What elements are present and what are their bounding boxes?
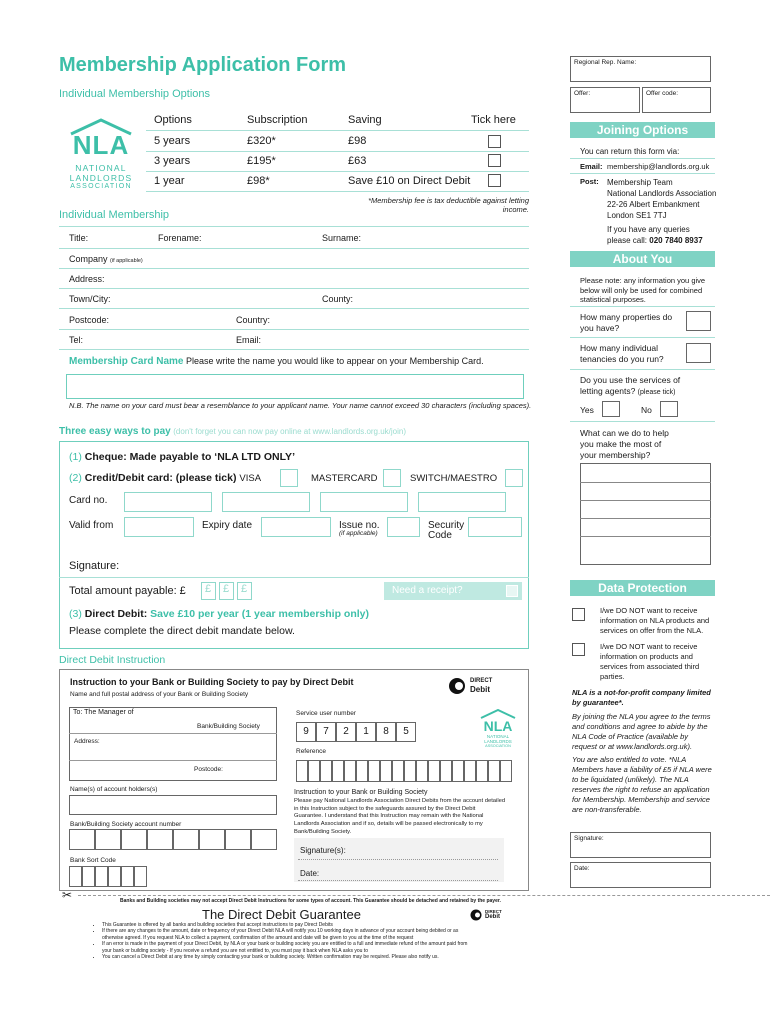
offer-code-label: Offer code:	[646, 90, 679, 97]
sidebar-post-label: Post:	[580, 177, 599, 186]
valid-from-label: Valid from	[69, 520, 114, 531]
account-number-digit[interactable]	[147, 829, 173, 850]
mastercard-label: MASTERCARD	[311, 473, 378, 484]
security-label-2: Code	[428, 530, 452, 541]
detach-note: Banks and Building societies may not accept Direct Debit Instructions for some types of account. This Guarantee should be detached and retained by the payer.	[120, 898, 501, 904]
mandate-date-label[interactable]: Date:	[300, 869, 320, 878]
account-number-digit[interactable]	[173, 829, 199, 850]
card-label: Credit/Debit card: (please tick)	[84, 472, 237, 484]
sort-code-digit[interactable]	[121, 866, 134, 887]
col-options: Options	[154, 114, 192, 126]
fee-footnote: *Membership fee is tax deductible against letting income.	[368, 196, 529, 214]
sort-code-label: Bank Sort Code	[70, 857, 116, 864]
about-note: Please note: any information you give below will only be used for combined statistical purposes.	[580, 276, 706, 304]
address-label: Address:	[69, 274, 105, 284]
card-name-heading: Membership Card Name	[69, 356, 184, 367]
reference-digit[interactable]	[476, 760, 488, 782]
reference-digit[interactable]	[296, 760, 308, 782]
agents-yes-label: Yes	[580, 405, 594, 415]
account-number-digit[interactable]	[225, 829, 251, 850]
signature-label: Signature:	[69, 560, 120, 572]
guarantee-dd-logo	[470, 908, 510, 924]
agents-question: Do you use the services of letting agents?	[580, 375, 681, 396]
guarantee-item: • This Guarantee is offered by all banks and building societies that accept instructions to pay Direct Debits	[102, 922, 472, 928]
reference-digit[interactable]	[428, 760, 440, 782]
post-line: 22-26 Albert Embankment	[607, 200, 700, 209]
guarantee-item: • If an error is made in the payment of your Direct Debit, by NLA or your bank or building society you are entitled to a full and immediate refund of the amount paid from your bank or building society - If you receive a refund you are not entitled to, you must pay it back when NLA asks you to	[102, 941, 472, 954]
mandate-address-label: Address:	[74, 738, 100, 745]
sun-digit: 5	[396, 722, 416, 742]
card-no-label: Card no.	[69, 495, 108, 506]
tick-1yr-checkbox[interactable]	[488, 174, 501, 187]
sun-digit: 8	[376, 722, 396, 742]
post-line: London SE1 7TJ	[607, 211, 667, 220]
total-pound-3[interactable]: £	[237, 582, 252, 600]
issue-note: (if applicable)	[339, 530, 378, 537]
instr-text: Please pay National Landlords Association Direct Debits from the account detailed in this Instruction subject to the safeguards assured by the Direct Debit Guarantee. I understand that this Instruction may remain with the National Landlords Association and if so, details will be passed electronically to my Bank/Building Society.	[294, 798, 506, 835]
mandate-logo-line2: LANDLORDS	[484, 739, 512, 744]
dp-third-party-text: I/we DO NOT want to receive information on products and services from associated third parties.	[600, 642, 700, 681]
forename-label: Forename:	[158, 233, 202, 243]
nfp-text: NLA is a not-for-profit company limited by guarantee*.	[572, 688, 711, 707]
return-via: You can return this form via:	[580, 147, 680, 156]
vote-text: You are also entitled to vote. *NLA Members have a liability of £5 if NLA were to be liquidated (unlikely). The NLA reserves the right to refuse an application for Membership. Membership and service are non-transferable.	[572, 755, 712, 814]
sub-3yr: £195*	[247, 155, 276, 167]
reference-digit[interactable]	[368, 760, 380, 782]
surname-label: Surname:	[322, 233, 362, 243]
col-saving: Saving	[348, 114, 382, 126]
guarantee-logo-text1: DIRECT	[485, 909, 502, 914]
sidebar-signature-label: Signature:	[574, 835, 604, 842]
county-label: County:	[322, 294, 354, 304]
bank-soc-label: Bank/Building Society	[197, 723, 260, 730]
card-number-group-1[interactable]	[124, 492, 212, 512]
signature-date-panel	[294, 838, 504, 882]
three-ways-heading: Three easy ways to pay	[59, 426, 171, 437]
agents-note: (please tick)	[637, 389, 676, 396]
reference-digit[interactable]	[452, 760, 464, 782]
pay-online-note: (don't forget you can now pay online at www.landlords.org.uk/join)	[173, 427, 407, 436]
about-you-header: About You	[570, 251, 715, 267]
card-number-group-3[interactable]	[320, 492, 408, 512]
saving-1yr: Save £10 on Direct Debit	[348, 175, 471, 187]
tick-5yr-checkbox[interactable]	[488, 135, 501, 148]
saving-3yr: £63	[348, 155, 367, 167]
mandate-logo-text: NLA	[483, 718, 513, 734]
properties-question: How many properties do you have?	[580, 312, 673, 333]
reference-digit[interactable]	[416, 760, 428, 782]
phone-number[interactable]: 020 7840 8937	[649, 236, 703, 245]
holders-input[interactable]	[69, 795, 277, 815]
dp-third-party-checkbox[interactable]	[572, 643, 585, 656]
agents-no-checkbox[interactable]	[660, 401, 678, 417]
sub-5yr: £320*	[247, 135, 276, 147]
valid-from-input[interactable]	[124, 517, 194, 537]
guarantee-title: The Direct Debit Guarantee	[202, 907, 361, 922]
mastercard-checkbox[interactable]	[383, 469, 401, 487]
option-3yr: 3 years	[154, 155, 191, 167]
sort-code-digit[interactable]	[108, 866, 121, 887]
cheque-num: (1)	[69, 451, 82, 463]
reference-digit[interactable]	[488, 760, 500, 782]
mandate-nla-logo	[478, 709, 518, 748]
col-subscription: Subscription	[247, 114, 308, 126]
to-manager-label: To: The Manager of	[73, 709, 134, 716]
receipt-toggle[interactable]	[384, 582, 522, 600]
tenancies-question: How many individual tenancies do you run?	[580, 343, 664, 364]
card-name-instruction: Please write the name you would like to appear on your Membership Card.	[186, 356, 484, 366]
expiry-input[interactable]	[261, 517, 331, 537]
mandate-postcode-label: Postcode:	[194, 766, 223, 773]
total-label: Total amount payable: £	[69, 585, 186, 597]
dp-nla-text: I/we DO NOT want to receive information on NLA products and services on offer from the NLA.	[600, 606, 710, 635]
tick-3yr-checkbox[interactable]	[488, 154, 501, 167]
nla-logo	[66, 118, 136, 190]
reference-digit[interactable]	[320, 760, 332, 782]
company-label: Company	[69, 254, 108, 264]
offer-label: Offer:	[574, 90, 591, 97]
card-number-group-2[interactable]	[222, 492, 310, 512]
help-input[interactable]	[580, 463, 711, 565]
dd-instruction-title: Direct Debit Instruction	[59, 654, 166, 666]
account-number-digit[interactable]	[121, 829, 147, 850]
col-tick: Tick here	[471, 114, 516, 126]
postcode-label: Postcode:	[69, 315, 110, 325]
sun-label: Service user number	[296, 710, 356, 717]
sub-1yr: £98*	[247, 175, 270, 187]
holders-label: Name(s) of account holders(s)	[70, 786, 158, 793]
guarantee-list	[92, 922, 472, 960]
dd-logo-text1: DIRECT	[470, 678, 493, 684]
properties-input[interactable]	[686, 311, 711, 331]
guarantee-logo-text2: Debit	[485, 914, 500, 920]
sort-code-digit[interactable]	[95, 866, 108, 887]
agents-no-label: No	[641, 405, 652, 415]
visa-label: VISA	[239, 473, 262, 484]
dd-num: (3)	[69, 608, 82, 620]
sort-code-digit[interactable]	[134, 866, 147, 887]
account-number-digit[interactable]	[69, 829, 95, 850]
country-label: Country:	[236, 315, 271, 325]
reference-digit[interactable]	[356, 760, 368, 782]
sun-digit: 1	[356, 722, 376, 742]
issue-no-input[interactable]	[387, 517, 420, 537]
code-text: By joining the NLA you agree to the terms and conditions and agree to abide by the NLA Code of Practice (available by request or at www.landlords.org.uk).	[572, 712, 711, 751]
sidebar-date-label: Date:	[574, 865, 590, 872]
scissors-icon: ✂	[62, 888, 73, 902]
sidebar-date-input[interactable]	[570, 862, 711, 888]
tenancies-input[interactable]	[686, 343, 711, 363]
help-question: What can we do to help you make the most of your membership?	[580, 428, 669, 460]
post-line: National Landlords Association	[607, 189, 717, 198]
dd-logo-text2: Debit	[470, 685, 490, 694]
reference-digit[interactable]	[380, 760, 392, 782]
card-name-input[interactable]	[66, 374, 524, 399]
instr-title: Instruction to your Bank or Building Society	[294, 789, 428, 796]
reference-digit[interactable]	[344, 760, 356, 782]
reference-digit[interactable]	[500, 760, 512, 782]
queries-line-2: please call:	[607, 236, 648, 245]
mandate-signatures-label[interactable]: Signature(s):	[300, 846, 346, 855]
account-number-digit[interactable]	[199, 829, 225, 850]
dd-complete: Please complete the direct debit mandate below.	[69, 625, 295, 637]
sidebar-email-label: Email:	[580, 162, 603, 171]
email-label: Email:	[236, 335, 262, 345]
sun-digit: 2	[336, 722, 356, 742]
mandate-logo-line3: ASSOCIATION	[485, 744, 511, 748]
sun-digit: 9	[296, 722, 316, 742]
expiry-label: Expiry date	[202, 520, 253, 531]
sort-code-digit[interactable]	[82, 866, 95, 887]
reference-digit[interactable]	[308, 760, 320, 782]
reference-digit[interactable]	[332, 760, 344, 782]
issue-no-label: Issue no.	[339, 520, 380, 531]
account-number-digit[interactable]	[95, 829, 121, 850]
company-note: (if applicable)	[110, 258, 143, 264]
card-number-group-4[interactable]	[418, 492, 506, 512]
dp-nla-checkbox[interactable]	[572, 608, 585, 621]
guarantee-item: • You can cancel a Direct Debit at any time by simply contacting your bank or building society. Written confirmation may be required. Please also notify us.	[102, 954, 472, 960]
card-name-note: N.B. The name on your card must bear a resemblance to your applicant name. Your name cannot exceed 30 characters (including spaces).	[69, 401, 532, 410]
total-pound-2[interactable]: £	[219, 582, 234, 600]
post-line: Membership Team	[607, 178, 673, 187]
sun-digit: 7	[316, 722, 336, 742]
logo-text: NLA	[72, 130, 130, 160]
sidebar-email[interactable]: membership@landlords.org.uk	[607, 162, 710, 171]
town-label: Town/City:	[69, 294, 111, 304]
security-code-input[interactable]	[468, 517, 522, 537]
mandate-logo-line1: NATIONAL	[486, 734, 510, 739]
data-protection-header: Data Protection	[570, 580, 715, 596]
mandate-heading: Instruction to your Bank or Building Society to pay by Direct Debit	[70, 677, 354, 687]
bank-address-box[interactable]	[69, 707, 277, 781]
dd-save: Save £10 per year (1 year membership only)	[150, 608, 369, 620]
individual-options-heading: Individual Membership Options	[59, 88, 211, 100]
account-no-label: Bank/Building Society account number	[70, 821, 182, 828]
title-label: Title:	[69, 233, 89, 243]
receipt-label: Need a receipt?	[392, 585, 463, 596]
cheque-label: Cheque: Made payable to ‘NLA LTD ONLY’	[84, 451, 295, 463]
reference-digit[interactable]	[464, 760, 476, 782]
joining-options-header: Joining Options	[570, 122, 715, 138]
page-title: Membership Application Form	[59, 54, 347, 76]
individual-membership-heading: Individual Membership	[59, 209, 170, 221]
total-pound-1[interactable]: £	[201, 582, 216, 600]
queries-line: If you have any queries	[607, 225, 690, 234]
switch-label: SWITCH/MAESTRO	[410, 473, 498, 484]
guarantee-item: • If there are any changes to the amount, date or frequency of your Direct Debit NLA will notify you 10 working days in advance of your account being debited or as otherwise agreed. If you request NLA to collect a payment, confirmation of the amount and date will be given to you at the time of the request	[102, 928, 472, 941]
reference-digit[interactable]	[392, 760, 404, 782]
account-number-digit[interactable]	[251, 829, 277, 850]
agents-yes-checkbox[interactable]	[602, 401, 620, 417]
option-1yr: 1 year	[154, 175, 185, 187]
direct-debit-logo	[448, 676, 518, 698]
reference-label: Reference	[296, 748, 326, 755]
dd-label: Direct Debit:	[84, 608, 148, 620]
logo-line2: LANDLORDS	[69, 173, 133, 183]
reference-digit[interactable]	[404, 760, 416, 782]
visa-checkbox[interactable]	[280, 469, 298, 487]
logo-line1: NATIONAL	[75, 163, 127, 173]
reference-digit[interactable]	[440, 760, 452, 782]
tel-label: Tel:	[69, 335, 84, 345]
regional-rep-label: Regional Rep. Name:	[574, 59, 637, 66]
receipt-checkbox[interactable]	[506, 585, 518, 597]
post-address	[607, 177, 716, 246]
saving-5yr: £98	[348, 135, 367, 147]
option-5yr: 5 years	[154, 135, 191, 147]
card-num: (2)	[69, 472, 82, 484]
security-label: Security	[428, 520, 465, 531]
logo-line3: ASSOCIATION	[70, 183, 132, 190]
sort-code-digit[interactable]	[69, 866, 82, 887]
mandate-name-address: Name and full postal address of your Bank or Building Society	[70, 691, 249, 698]
switch-checkbox[interactable]	[505, 469, 523, 487]
